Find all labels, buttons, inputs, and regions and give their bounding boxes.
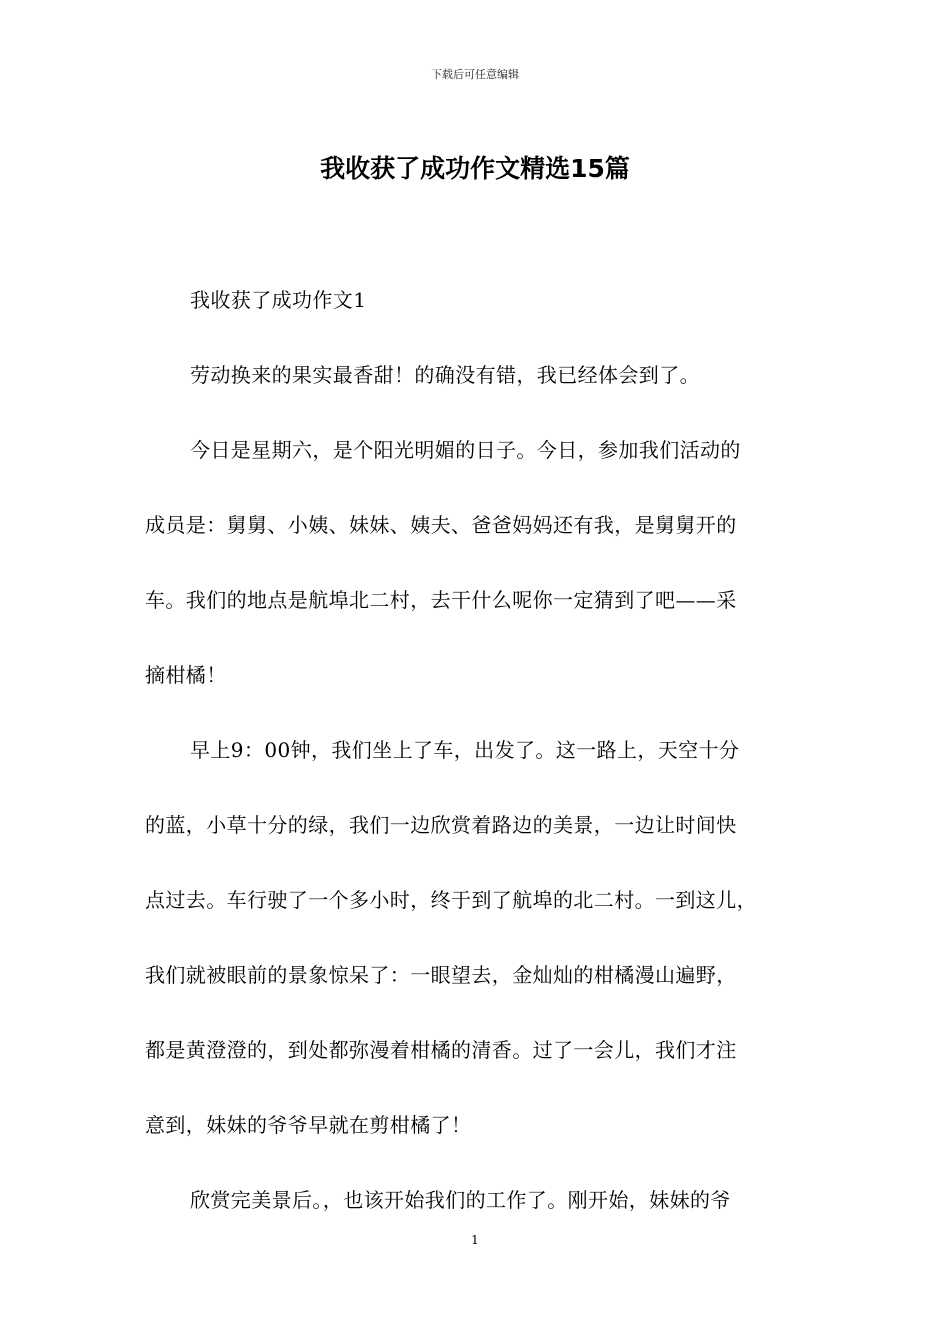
page-number: 1	[471, 1233, 479, 1247]
paragraph	[145, 430, 825, 696]
paragraph-line: 的蓝，小草十分的绿，我们一边欣赏着路边的美景，一边让时间快	[145, 813, 737, 837]
paragraph-line: 早上9：00钟，我们坐上了车，出发了。这一路上，天空十分	[190, 738, 740, 762]
paragraph-line: 我们就被眼前的景象惊呆了：一眼望去，金灿灿的柑橘漫山遍野，	[145, 963, 737, 987]
paragraph-line: 点过去。车行驶了一个多小时，终于到了航埠的北二村。一到这儿，	[145, 888, 757, 912]
paragraph	[145, 280, 825, 321]
paragraph-line: 欣赏完美景后。，也该开始我们的工作了。刚开始，妹妹的爷	[190, 1188, 731, 1212]
paragraph	[145, 1180, 825, 1221]
paragraph-line: 成员是：舅舅、小姨、妹妹、姨夫、爸爸妈妈还有我，是舅舅开的	[145, 513, 737, 537]
page-header: 下载后可任意编辑	[431, 68, 519, 81]
paragraph-line: 今日是星期六，是个阳光明媚的日子。今日，参加我们活动的	[190, 438, 741, 462]
paragraph	[145, 730, 825, 1146]
paragraph-line: 意到，妹妹的爷爷早就在剪柑橘了！	[145, 1113, 472, 1137]
paragraph-line: 都是黄澄澄的，到处都弥漫着柑橘的清香。过了一会儿，我们才注	[145, 1038, 737, 1062]
paragraph-line: 摘柑橘！	[145, 663, 227, 687]
document-body	[145, 280, 825, 1221]
document-title: 我收获了成功作文精选15篇	[320, 154, 630, 183]
paragraph-line: 劳动换来的果实最香甜！的确没有错，我已经体会到了。	[190, 363, 700, 387]
paragraph-line: 车。我们的地点是航埠北二村，去干什么呢你一定猜到了吧——采	[145, 588, 737, 612]
paragraph	[145, 355, 825, 396]
paragraph-line: 我收获了成功作文1	[190, 288, 367, 312]
